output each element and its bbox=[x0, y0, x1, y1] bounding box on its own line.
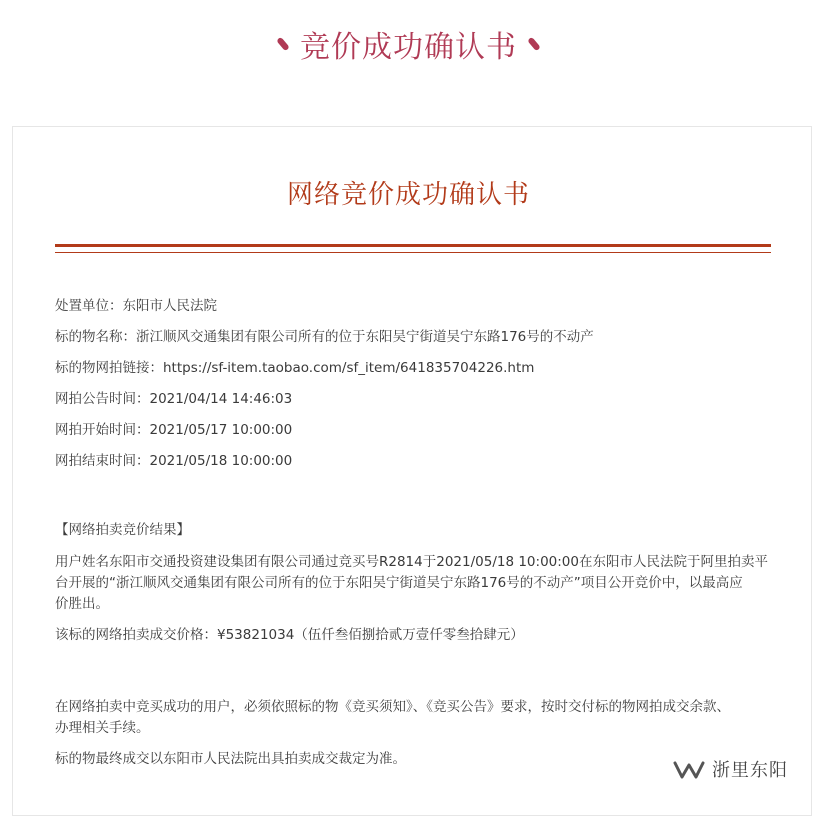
result-text-line-1: 用户姓名东阳市交通投资建设集团有限公司通过竞买号R2814于2021/05/18 10:00:00在东阳市人民法院于阿里拍卖平 bbox=[55, 554, 768, 570]
wechat-channel-icon bbox=[672, 757, 706, 781]
page-title: 竞价成功确认书 bbox=[300, 30, 517, 65]
document-title: 网络竞价成功确认书 bbox=[286, 180, 530, 210]
info-object-name: 标的物名称：浙江顺风交通集团有限公司所有的位于东阳吴宁街道吴宁东路176号的不动产 bbox=[55, 329, 594, 345]
price-line: 该标的网络拍卖成交价格：¥53821034（伍仟叁佰捌拾贰万壹仟零叁拾肆元） bbox=[55, 627, 524, 643]
title-divider-thin bbox=[55, 252, 771, 253]
info-auction-link[interactable]: 标的物网拍链接：https://sf-item.taobao.com/sf_item/641835704226.htm bbox=[55, 360, 535, 376]
result-heading: 【网络拍卖竞价结果】 bbox=[55, 522, 190, 538]
result-text-line-2: 台开展的“浙江顺风交通集团有限公司所有的位于东阳吴宁街道吴宁东路176号的不动产”项目公开竞价中，以最高应 bbox=[55, 575, 743, 591]
decor-right-icon bbox=[527, 37, 541, 52]
watermark-text: 浙里东阳 bbox=[712, 760, 788, 781]
info-announce-time: 网拍公告时间：2021/04/14 14:46:03 bbox=[55, 391, 293, 407]
final-line: 标的物最终成交以东阳市人民法院出具拍卖成交裁定为准。 bbox=[55, 751, 406, 767]
info-disposal-unit: 处置单位：东阳市人民法院 bbox=[55, 298, 217, 314]
info-end-time: 网拍结束时间：2021/05/18 10:00:00 bbox=[55, 453, 293, 469]
decor-left-icon bbox=[276, 37, 290, 52]
title-divider-thick bbox=[55, 244, 771, 247]
watermark bbox=[672, 754, 788, 784]
notice-line-2: 办理相关手续。 bbox=[55, 720, 150, 736]
info-start-time: 网拍开始时间：2021/05/17 10:00:00 bbox=[55, 422, 293, 438]
top-header bbox=[0, 22, 817, 66]
notice-line-1: 在网络拍卖中竞买成功的用户，必须依照标的物《竞买须知》、《竞买公告》要求，按时交付标的物网拍成交余款、 bbox=[55, 699, 730, 715]
result-text-line-3: 价胜出。 bbox=[55, 596, 109, 612]
